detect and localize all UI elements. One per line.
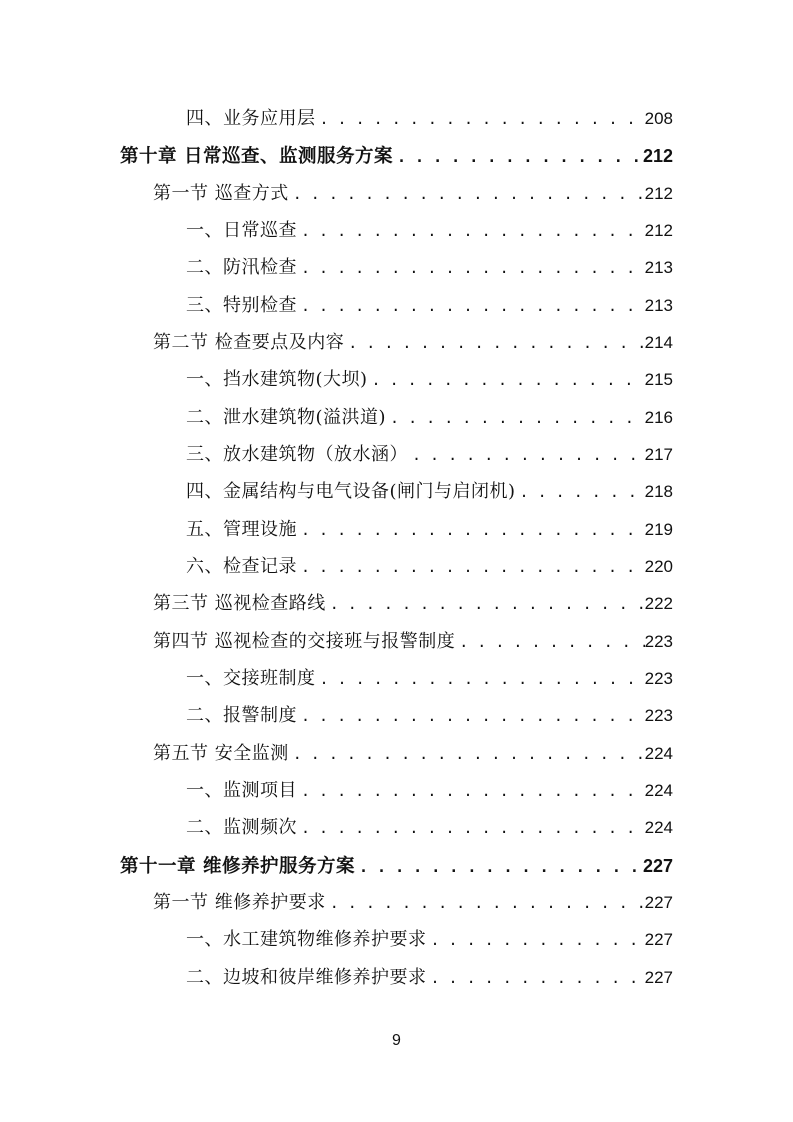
dot-leader xyxy=(289,739,645,769)
toc-entry-page: 224 xyxy=(644,818,673,837)
dot-leader xyxy=(455,627,644,657)
toc-entry-page: 217 xyxy=(644,445,673,464)
toc-entry[interactable] xyxy=(186,925,673,955)
toc-entry-page: 216 xyxy=(644,408,673,427)
toc-entry[interactable] xyxy=(186,253,673,283)
toc-entry-page: 214 xyxy=(644,333,673,352)
toc-entry-title: 第一节 巡查方式 xyxy=(153,183,289,204)
dot-leader xyxy=(297,776,645,806)
toc-entry-page: 212 xyxy=(644,221,673,240)
toc-entry-page: 222 xyxy=(644,594,673,613)
toc-entry-page: 219 xyxy=(644,520,673,539)
toc-entry-title: 三、放水建筑物（放水涵） xyxy=(186,444,408,465)
dot-leader xyxy=(297,253,645,283)
toc-entry-title: 一、水工建筑物维修养护要求 xyxy=(186,929,427,950)
toc-entry-page: 213 xyxy=(644,296,673,315)
toc-section-entry[interactable] xyxy=(153,179,673,209)
toc-entry-page: 212 xyxy=(644,184,673,203)
dot-leader xyxy=(289,179,645,209)
toc-entry-title: 第五节 安全监测 xyxy=(153,743,289,764)
toc-entry-page: 208 xyxy=(644,109,673,128)
toc-entry[interactable] xyxy=(186,552,673,582)
toc-entry[interactable] xyxy=(186,776,673,806)
toc-entry-title: 一、日常巡查 xyxy=(186,220,297,241)
toc-entry-title: 第四节 巡视检查的交接班与报警制度 xyxy=(153,631,456,652)
toc-entry[interactable] xyxy=(186,291,673,321)
toc-entry[interactable] xyxy=(186,701,673,731)
toc-entry[interactable] xyxy=(186,813,673,843)
dot-leader xyxy=(316,664,645,694)
dot-leader xyxy=(344,328,644,358)
dot-leader xyxy=(427,925,645,955)
dot-leader xyxy=(297,552,645,582)
toc-entry[interactable] xyxy=(186,365,673,395)
toc-entry-title: 五、管理设施 xyxy=(186,519,297,540)
toc-section-entry[interactable] xyxy=(153,888,673,918)
dot-leader xyxy=(326,589,645,619)
toc-entry-page: 218 xyxy=(644,482,673,501)
page-number: 9 xyxy=(392,1032,401,1049)
toc-entry-page: 223 xyxy=(644,706,673,725)
dot-leader xyxy=(297,216,645,246)
toc-entry-page: 223 xyxy=(644,632,673,651)
toc-entry-page: 213 xyxy=(644,258,673,277)
dot-leader xyxy=(316,104,645,134)
toc-section-entry[interactable] xyxy=(153,589,673,619)
toc-entry-title: 二、边坡和彼岸维修养护要求 xyxy=(186,967,427,988)
toc-entry[interactable] xyxy=(186,104,673,134)
dot-leader xyxy=(427,963,645,993)
toc-entry-page: 223 xyxy=(644,669,673,688)
dot-leader xyxy=(368,365,645,395)
toc-entry-title: 二、监测频次 xyxy=(186,817,297,838)
toc-entry-title: 第十章 日常巡查、监测服务方案 xyxy=(120,146,393,167)
toc-entry[interactable] xyxy=(186,216,673,246)
toc-entry-title: 第二节 检查要点及内容 xyxy=(153,332,345,353)
toc-entry-page: 227 xyxy=(642,856,673,876)
dot-leader xyxy=(326,888,645,918)
toc-entry-title: 二、泄水建筑物(溢洪道) xyxy=(186,407,387,428)
toc-section-entry[interactable] xyxy=(153,739,673,769)
toc-entry-title: 四、业务应用层 xyxy=(186,108,316,129)
toc-entry-title: 六、检查记录 xyxy=(186,556,297,577)
toc-chapter-entry[interactable] xyxy=(120,851,673,881)
dot-leader xyxy=(297,701,645,731)
toc-entry-title: 一、监测项目 xyxy=(186,780,297,801)
toc-section-entry[interactable] xyxy=(153,627,673,657)
toc-entry-page: 227 xyxy=(644,968,673,987)
toc-entry[interactable] xyxy=(186,403,673,433)
toc-entry-page: 220 xyxy=(644,557,673,576)
toc-entry-page: 227 xyxy=(644,930,673,949)
toc-entry-page: 224 xyxy=(644,781,673,800)
toc-entry-title: 二、防汛检查 xyxy=(186,257,297,278)
toc-entry-title: 四、金属结构与电气设备(闸门与启闭机) xyxy=(186,481,516,502)
toc-entry[interactable] xyxy=(186,440,673,470)
toc-entry[interactable] xyxy=(186,963,673,993)
toc-section-entry[interactable] xyxy=(153,328,673,358)
toc-entry-title: 第三节 巡视检查路线 xyxy=(153,593,326,614)
toc-entry[interactable] xyxy=(186,515,673,545)
toc-entry-title: 三、特别检查 xyxy=(186,295,297,316)
dot-leader xyxy=(355,852,643,882)
toc-entry-page: 224 xyxy=(644,744,673,763)
dot-leader xyxy=(516,477,645,507)
toc-entry-title: 二、报警制度 xyxy=(186,705,297,726)
dot-leader xyxy=(386,403,645,433)
toc-entry[interactable] xyxy=(186,477,673,507)
toc-entry-page: 227 xyxy=(644,893,673,912)
dot-leader xyxy=(297,291,645,321)
toc-entry-title: 一、交接班制度 xyxy=(186,668,316,689)
toc-entry[interactable] xyxy=(186,664,673,694)
dot-leader xyxy=(393,142,643,172)
toc-entry-title: 第一节 维修养护要求 xyxy=(153,892,326,913)
dot-leader xyxy=(297,813,645,843)
toc-entry-page: 215 xyxy=(644,370,673,389)
toc-entry-title: 第十一章 维修养护服务方案 xyxy=(120,856,355,877)
toc-chapter-entry[interactable] xyxy=(120,141,673,171)
dot-leader xyxy=(297,515,645,545)
toc-entry-page: 212 xyxy=(642,146,673,166)
dot-leader xyxy=(408,440,645,470)
toc-entry-title: 一、挡水建筑物(大坝) xyxy=(186,369,368,390)
